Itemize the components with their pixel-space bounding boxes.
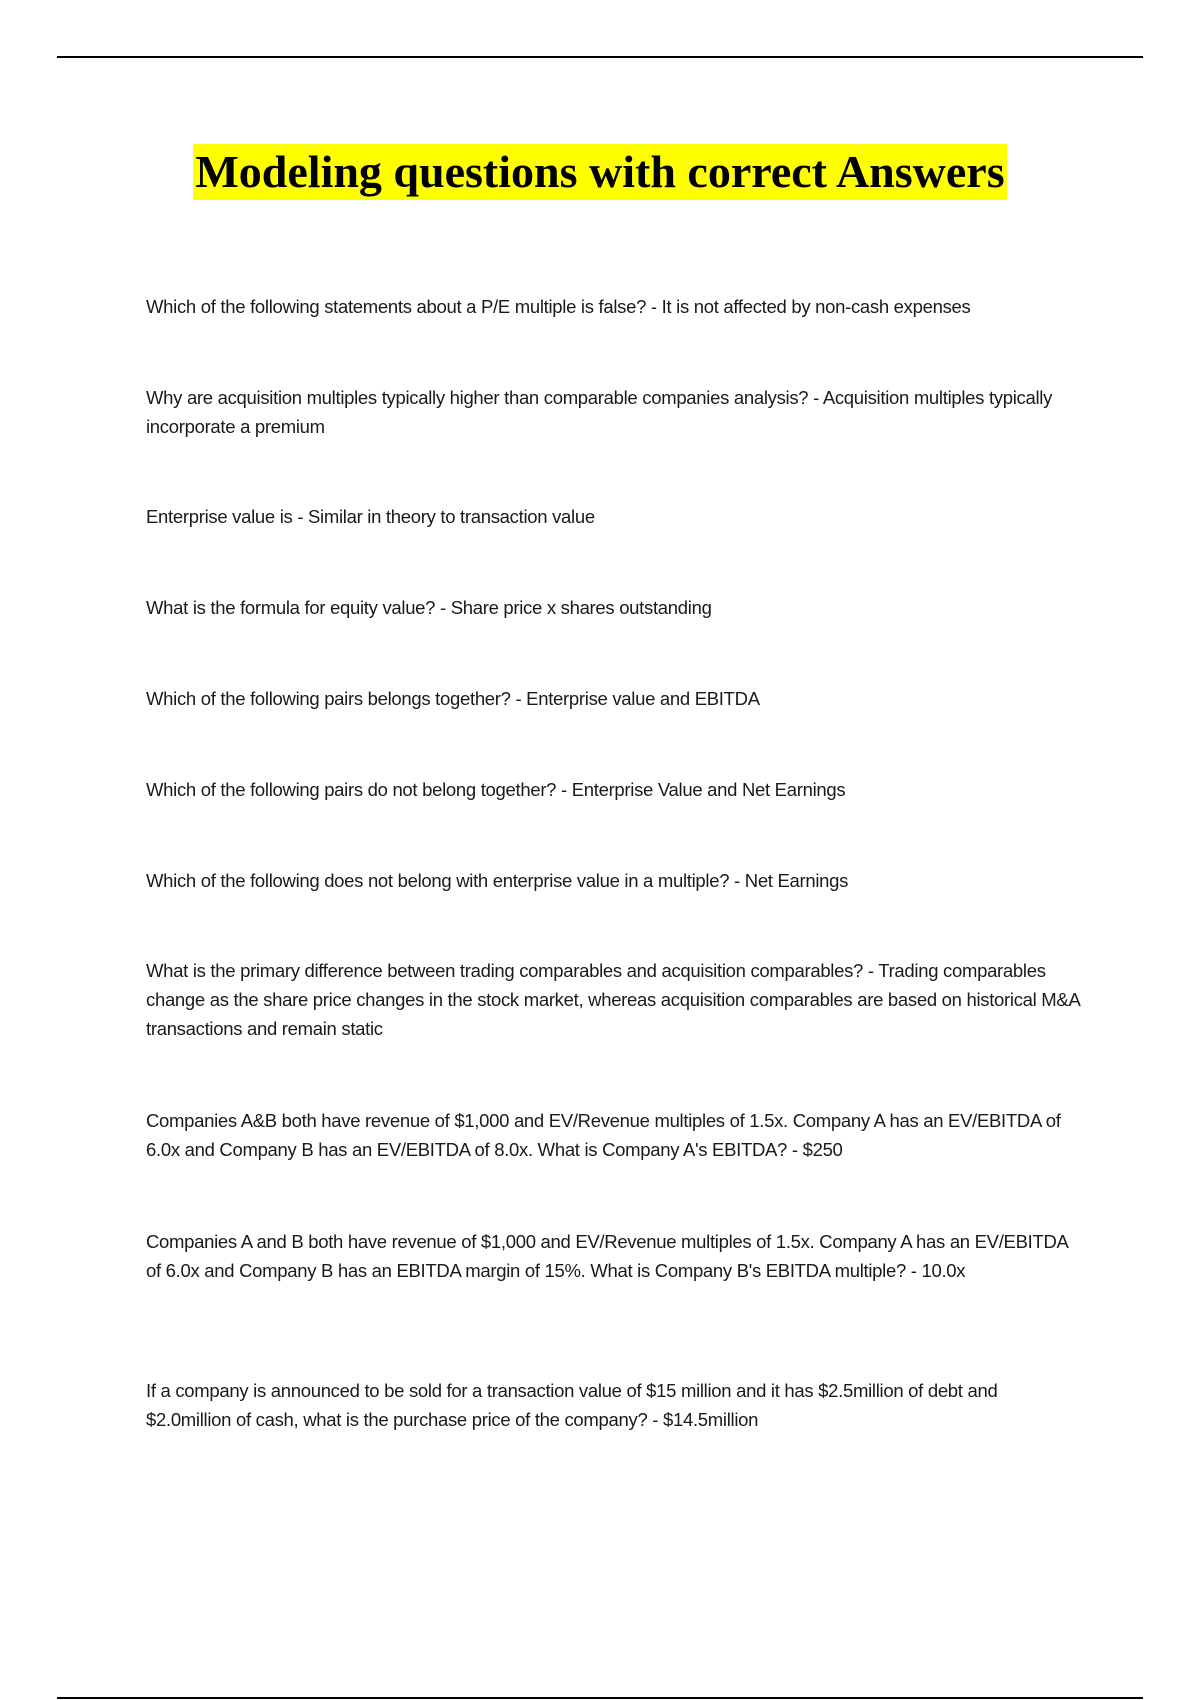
qa-item-7: Which of the following does not belong with enterprise value in a multiple? - Net Earnings <box>146 870 849 891</box>
qa-item-5: Which of the following pairs belongs together? - Enterprise value and EBITDA <box>146 688 760 709</box>
qa-item-8: What is the primary difference between trading comparables and acquisition comparables? - Trading comparables change as the share price changes in the stock market, whereas acquisition comparables are based on historical M&A transactions and remain static <box>146 960 1080 1039</box>
qa-item-10: Companies A and B both have revenue of $1,000 and EV/Revenue multiples of 1.5x. Company A has an EV/EBITDA of 6.0x and Company B has an EBITDA margin of 15%. What is Company B's EBITDA multiple? - 10.0x <box>146 1231 1068 1281</box>
qa-item-11: If a company is announced to be sold for a transaction value of $15 million and it has $2.5million of debt and $2.0million of cash, what is the purchase price of the company? - $14.5million <box>146 1380 998 1430</box>
page-title: Modeling questions with correct Answers <box>193 144 1006 200</box>
qa-item-4: What is the formula for equity value? - Share price x shares outstanding <box>146 597 712 618</box>
qa-item-3: Enterprise value is - Similar in theory to transaction value <box>146 506 595 527</box>
qa-item-1: Which of the following statements about a P/E multiple is false? - It is not affected by non-cash expenses <box>146 296 971 317</box>
qa-item-9: Companies A&B both have revenue of $1,000 and EV/Revenue multiples of 1.5x. Company A has an EV/EBITDA of 6.0x and Company B has an EV/EBITDA of 8.0x. What is Company A's EBITDA? - $250 <box>146 1110 1061 1160</box>
qa-item-6: Which of the following pairs do not belong together? - Enterprise Value and Net Earnings <box>146 779 846 800</box>
qa-item-2: Why are acquisition multiples typically higher than comparable companies analysis? - Acquisition multiples typically incorporate a premium <box>146 387 1053 437</box>
bottom-rule <box>57 1697 1143 1699</box>
